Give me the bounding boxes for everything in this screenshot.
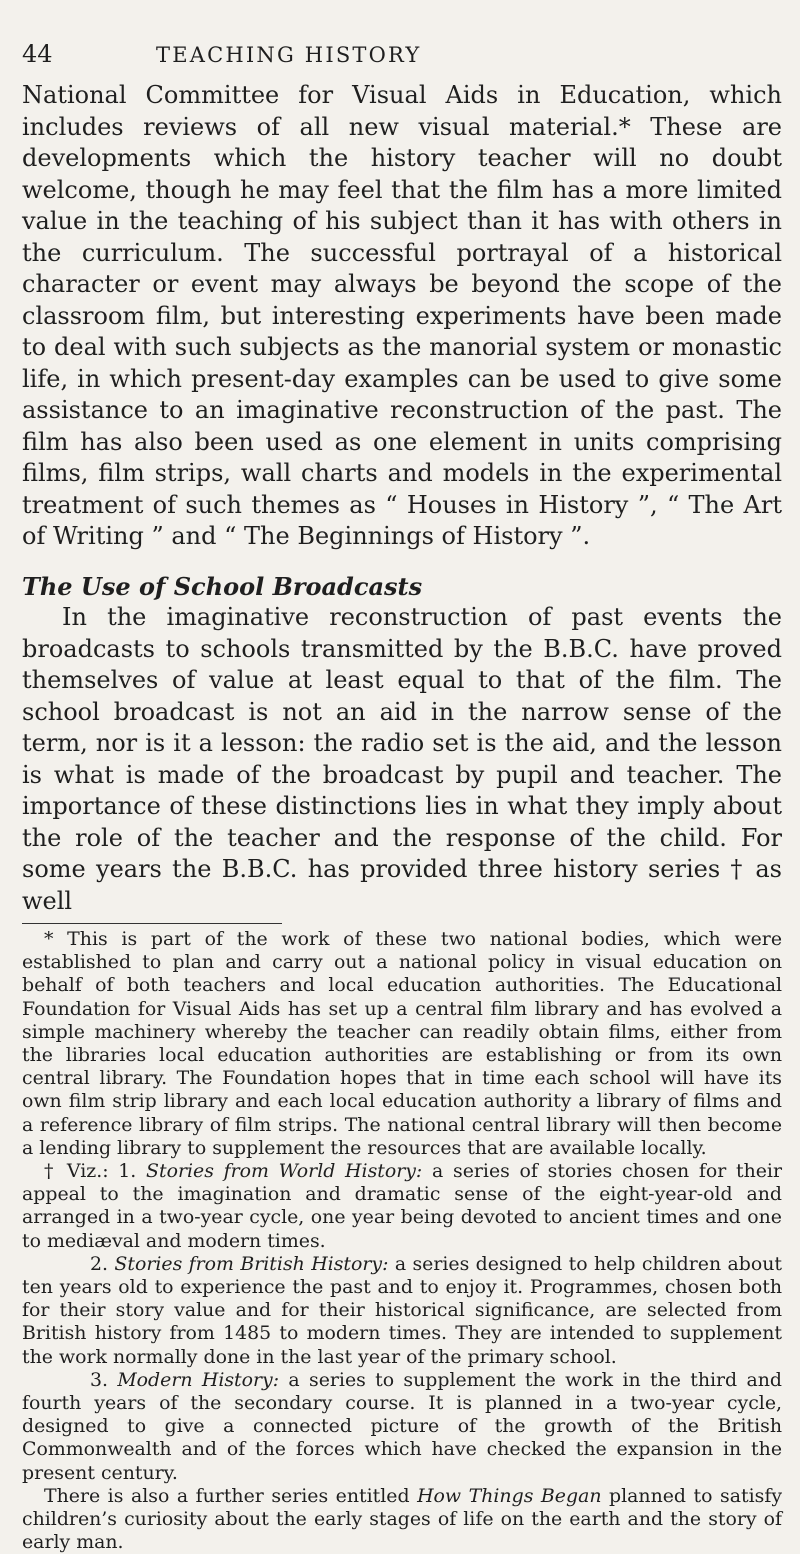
series-text-world-history: a series of stories chosen for their appeal to the imagination and dramatic sense of the eight-year-old and arranged in a two-year cycle, one year being devoted to ancient times and one to mediæval and modern times.: [22, 1160, 782, 1252]
item-3-number: 3.: [90, 1368, 118, 1391]
paragraph-broadcasts: In the imaginative reconstruction of past events the broadcasts to schools transmitted by the B.B.C. have proved themselves of value at least equal to that of the film. The school broadcast is not an aid in the narrow sense of the term, nor is it a lesson: the radio set is the aid, and the lesson is what is made of the broadcast by pupil and teacher. The importance of these distinctions lies in what they imply about the role of the teacher and the response of the child. For some years the B.B.C. has provided three history series † as well: [22, 603, 782, 915]
page-header: [22, 40, 782, 80]
footnote-dagger-intro: † Viz.: 1.: [44, 1160, 147, 1183]
paragraph-visual-aids: National Committee for Visual Aids in Education, which includes reviews of all new visual material.* These are developments which the history teacher will no doubt welcome, though he may feel that the film has a more limited value in the teaching of his subject than it has with others in the curriculum. The successful portrayal of a historical character or event may always be beyond the scope of the classroom film, but interesting experiments have been made to deal with such subjects as the manorial system or monastic life, in which present-day examples can be used to give some assistance to an imaginative reconstruction of the past. The film has also been used as one element in units comprising films, film strips, wall charts and models in the experimental treatment of such themes as “ Houses in History ”, “ The Art of Writing ” and “ The Beginnings of History ”.: [22, 81, 782, 550]
series-text-british-history: a series designed to help children about ten years old to experience the past and to enjoy it. Programmes, chosen both for their story value and for their historical significance, are selected from British history from 1485 to modern times. They are intended to supplement the work normally done in the last year of the primary school.: [22, 1252, 782, 1368]
series-text-modern-history: a series to supplement the work in the third and fourth years of the secondary course. It is planned in a two-year cycle, designed to give a connected picture of the growth of the British Commonwealth and of the forces which have checked the expansion in the present century.: [22, 1368, 782, 1484]
section-heading: The Use of School Broadcasts: [22, 571, 423, 601]
series-title-modern-history: Modern History:: [117, 1368, 280, 1391]
footnote-dagger-item-1: [22, 1160, 782, 1253]
footnote-rule: [22, 923, 282, 924]
book-page: [22, 40, 782, 1554]
footnote-item-3: [22, 1369, 782, 1485]
further-series-pre: There is also a further series entitled: [44, 1484, 418, 1507]
running-head: TEACHING HISTORY: [156, 43, 422, 67]
further-series-post: planned to satisfy children’s curiosity about the early stages of life on the earth and the story of early man.: [22, 1484, 782, 1554]
series-title-world-history: Stories from World History:: [146, 1160, 423, 1183]
series-title-british-history: Stories from British History:: [114, 1252, 389, 1275]
series-title-how-things-began: How Things Began: [417, 1484, 602, 1507]
item-2-number: 2.: [90, 1252, 115, 1275]
footnote-further-series: [22, 1485, 782, 1554]
footnote-star: * This is part of the work of these two national bodies, which were established to plan and carry out a national policy in visual education on behalf of both teachers and local education authorities. The Educational Foundation for Visual Aids has set up a central film library and has evolved a simple machinery whereby the teacher can readily obtain films, either from the libraries local education authorities are establishing or from its own central library. The Foundation hopes that in time each school will have its own film strip library and each local education authority a library of films and a reference library of film strips. The national central library will then become a lending library to supplement the resources that are available locally.: [22, 928, 782, 1159]
page-number: 44: [22, 40, 53, 68]
footnote-item-2: [22, 1253, 782, 1369]
